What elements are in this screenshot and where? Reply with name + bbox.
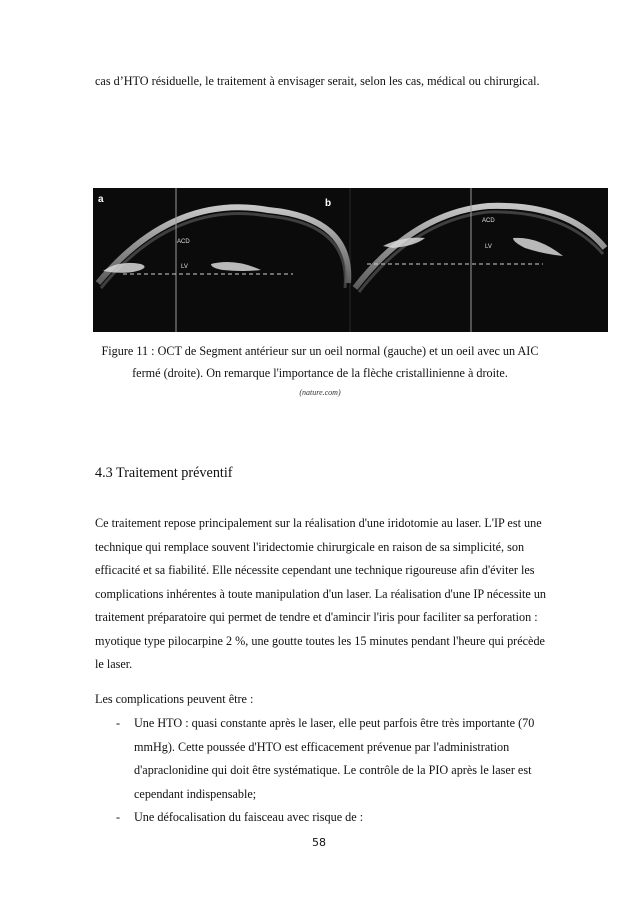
body-paragraph: Ce traitement repose principalement sur la réalisation d'une iridotomie au laser. L'IP est une technique qui remplace souvent l'iridectomie chirurgicale en raison de sa simplicité, son efficacité et sa fiabilité. Elle nécessite cependant une technique rigoureuse afin d'éviter les complications inhérentes à toute manipulation d'un laser. La réalisation d'une IP nécessite un traitement préparatoire qui permet de tendre et d'amincir l'iris pour faciliter sa perforation : myotique type pilocarpine 2 %, une goutte toutes les 15 minutes pendant l'heure qui précède le laser. <box>95 516 547 671</box>
panel-a-acd-label: ACD <box>177 239 190 245</box>
figure-caption: Figure 11 : OCT de Segment antérieur sur un oeil normal (gauche) et un oeil avec un AIC fermé (droite). On remarque l'importance de la flèche cristallinienne à droite. <box>101 344 539 380</box>
complications-list <box>116 712 556 830</box>
panel-a-lv-label: LV <box>181 264 188 270</box>
oct-figure <box>93 188 608 332</box>
figure-source: (nature.com) <box>299 388 341 397</box>
panel-b-lv-label: LV <box>485 244 492 250</box>
intro-paragraph: cas d’HTO résiduelle, le traitement à envisager serait, selon les cas, médical ou chirurgical. <box>95 74 540 88</box>
list-item: - Une HTO : quasi constante après le laser, elle peut parfois être très importante (70 mmHg). Cette poussée d'HTO est efficacement prévenue par l'administration d'apraclonidine qui doit être systématique. Le contrôle de la PIO après le laser est cependant indispensable; <box>116 712 556 806</box>
oct-image <box>93 188 608 332</box>
page-number: 58 <box>312 836 326 849</box>
panel-b-label: b <box>325 198 332 209</box>
section-heading: 4.3 Traitement préventif <box>95 465 233 481</box>
panel-b-acd-label: ACD <box>482 218 495 224</box>
complications-intro: Les complications peuvent être : <box>95 692 254 706</box>
panel-a-label: a <box>98 194 104 205</box>
list-item: - Une défocalisation du faisceau avec risque de : <box>116 806 556 830</box>
